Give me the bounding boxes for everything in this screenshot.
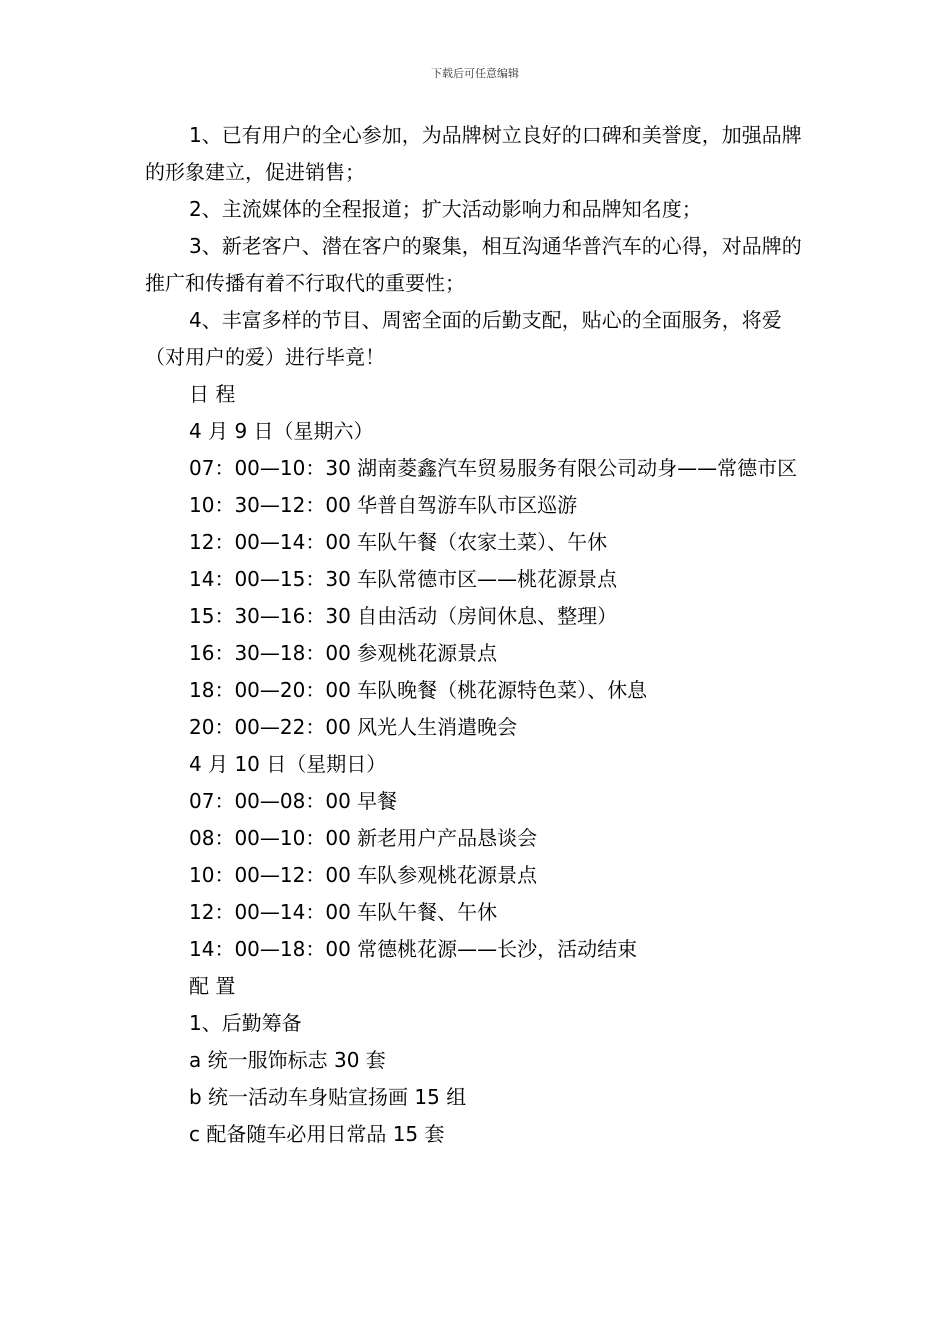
schedule-item: 12：00—14：00 车队午餐、午休 — [189, 900, 498, 924]
document-body — [145, 117, 809, 1153]
section-heading-schedule: 日 程 — [189, 382, 236, 406]
schedule-item: 07：00—10：30 湖南菱鑫汽车贸易服务有限公司动身——常德市区 — [189, 456, 798, 480]
paragraph-benefit-4: 4、丰富多样的节目、周密全面的后勤支配，贴心的全面服务，将爱（对用户的爱）进行毕竟！ — [145, 308, 782, 369]
paragraph-benefit-1: 1、已有用户的全心参加，为品牌树立良好的口碑和美誉度，加强品牌的形象建立，促进销售； — [145, 123, 802, 184]
paragraph-benefit-3: 3、新老客户、潜在客户的聚集，相互沟通华普汽车的心得，对品牌的推广和传播有着不行取代的重要性； — [145, 234, 802, 295]
schedule-day-2-heading: 4 月 10 日（星期日） — [189, 752, 387, 776]
section-heading-configuration: 配 置 — [189, 974, 236, 998]
schedule-item: 08：00—10：00 新老用户产品恳谈会 — [189, 826, 538, 850]
configuration-subheading-logistics: 1、后勤筹备 — [189, 1011, 302, 1035]
configuration-item: c 配备随车必用日常品 15 套 — [189, 1122, 445, 1146]
schedule-item: 15：30—16：30 自由活动（房间休息、整理） — [189, 604, 618, 628]
schedule-item: 12：00—14：00 车队午餐（农家土菜）、午休 — [189, 530, 608, 554]
configuration-item: b 统一活动车身贴宣扬画 15 组 — [189, 1085, 467, 1109]
schedule-item: 07：00—08：00 早餐 — [189, 789, 398, 813]
schedule-item: 10：30—12：00 华普自驾游车队市区巡游 — [189, 493, 578, 517]
paragraph-benefit-2: 2、主流媒体的全程报道；扩大活动影响力和品牌知名度； — [189, 197, 702, 221]
schedule-day-1-heading: 4 月 9 日（星期六） — [189, 419, 374, 443]
schedule-item: 14：00—15：30 车队常德市区——桃花源景点 — [189, 567, 618, 591]
schedule-item: 10：00—12：00 车队参观桃花源景点 — [189, 863, 538, 887]
schedule-item: 16：30—18：00 参观桃花源景点 — [189, 641, 498, 665]
page-header: 下载后可任意编辑 — [431, 67, 519, 80]
schedule-item: 18：00—20：00 车队晚餐（桃花源特色菜）、休息 — [189, 678, 648, 702]
schedule-item: 20：00—22：00 风光人生消遣晚会 — [189, 715, 518, 739]
schedule-item: 14：00—18：00 常德桃花源——长沙，活动结束 — [189, 937, 638, 961]
configuration-item: a 统一服饰标志 30 套 — [189, 1048, 386, 1072]
